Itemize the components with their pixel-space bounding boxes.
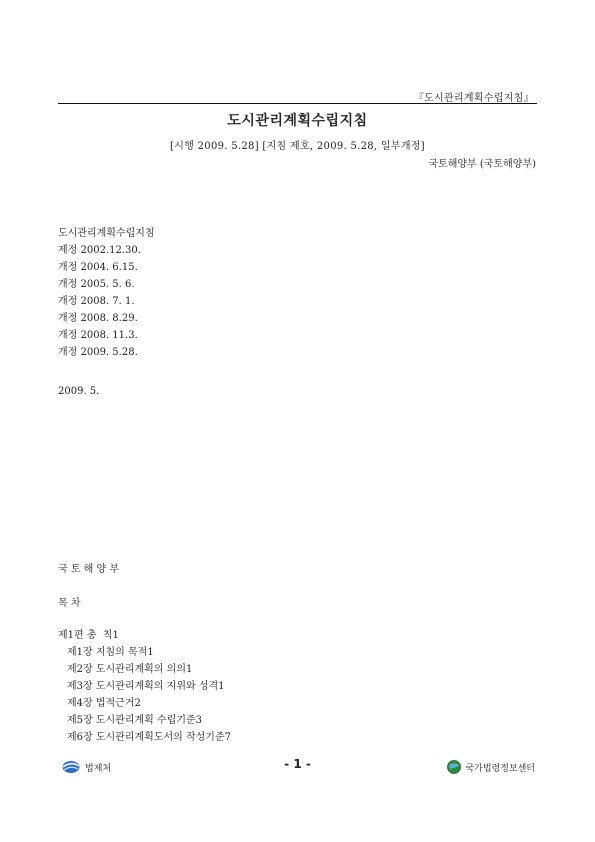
toc-item[interactable]: 제4장 법적근거2 (67, 698, 141, 709)
toc-item[interactable]: 제3장 도시관리계획의 지위와 성격1 (67, 681, 225, 692)
globe-logo-icon (447, 760, 461, 774)
enforcement-info: [시행 2009. 5.28] [지침 제호, 2009. 5.28, 일부개정] (170, 141, 425, 152)
history-line: 제정 2002.12.30. (58, 245, 141, 256)
toc-item[interactable]: 제2장 도시관리계획의 의의1 (67, 664, 193, 675)
history-title: 도시관리계획수립지침 (58, 228, 155, 239)
footer-center (447, 760, 535, 774)
toc-item[interactable]: 제5장 도시관리계획 수립기준3 (67, 715, 203, 726)
header-rule (58, 103, 537, 104)
issue-date: 2009. 5. (58, 386, 100, 397)
history-line: 개정 2008. 8.29. (58, 313, 138, 324)
running-header: 『도시관리계획수립지침』 (413, 93, 534, 104)
ministry-name: 국토해양부 (국토해양부) (428, 159, 536, 170)
toc-heading: 목 차 (58, 598, 81, 609)
history-line: 개정 2005. 5. 6. (58, 279, 135, 290)
toc-part[interactable]: 제1편 총 칙1 (58, 630, 119, 641)
document-title: 도시관리계획수립지침 (227, 113, 368, 129)
footer-left-text: 법제처 (85, 763, 112, 774)
history-line: 개정 2009. 5.28. (58, 347, 138, 358)
issuer-name: 국 토 해 양 부 (58, 564, 120, 575)
history-line: 개정 2008. 7. 1. (58, 296, 135, 307)
toc-item[interactable]: 제1장 지침의 목적1 (67, 647, 154, 658)
toc-item[interactable]: 제6장 도시관리계획도서의 작성기준7 (67, 732, 231, 743)
history-line: 개정 2008. 11.3. (58, 330, 138, 341)
history-line: 개정 2004. 6.15. (58, 262, 138, 273)
page-number: - 1 - (284, 757, 311, 771)
footer-right-text: 국가법령정보센터 (465, 763, 535, 774)
